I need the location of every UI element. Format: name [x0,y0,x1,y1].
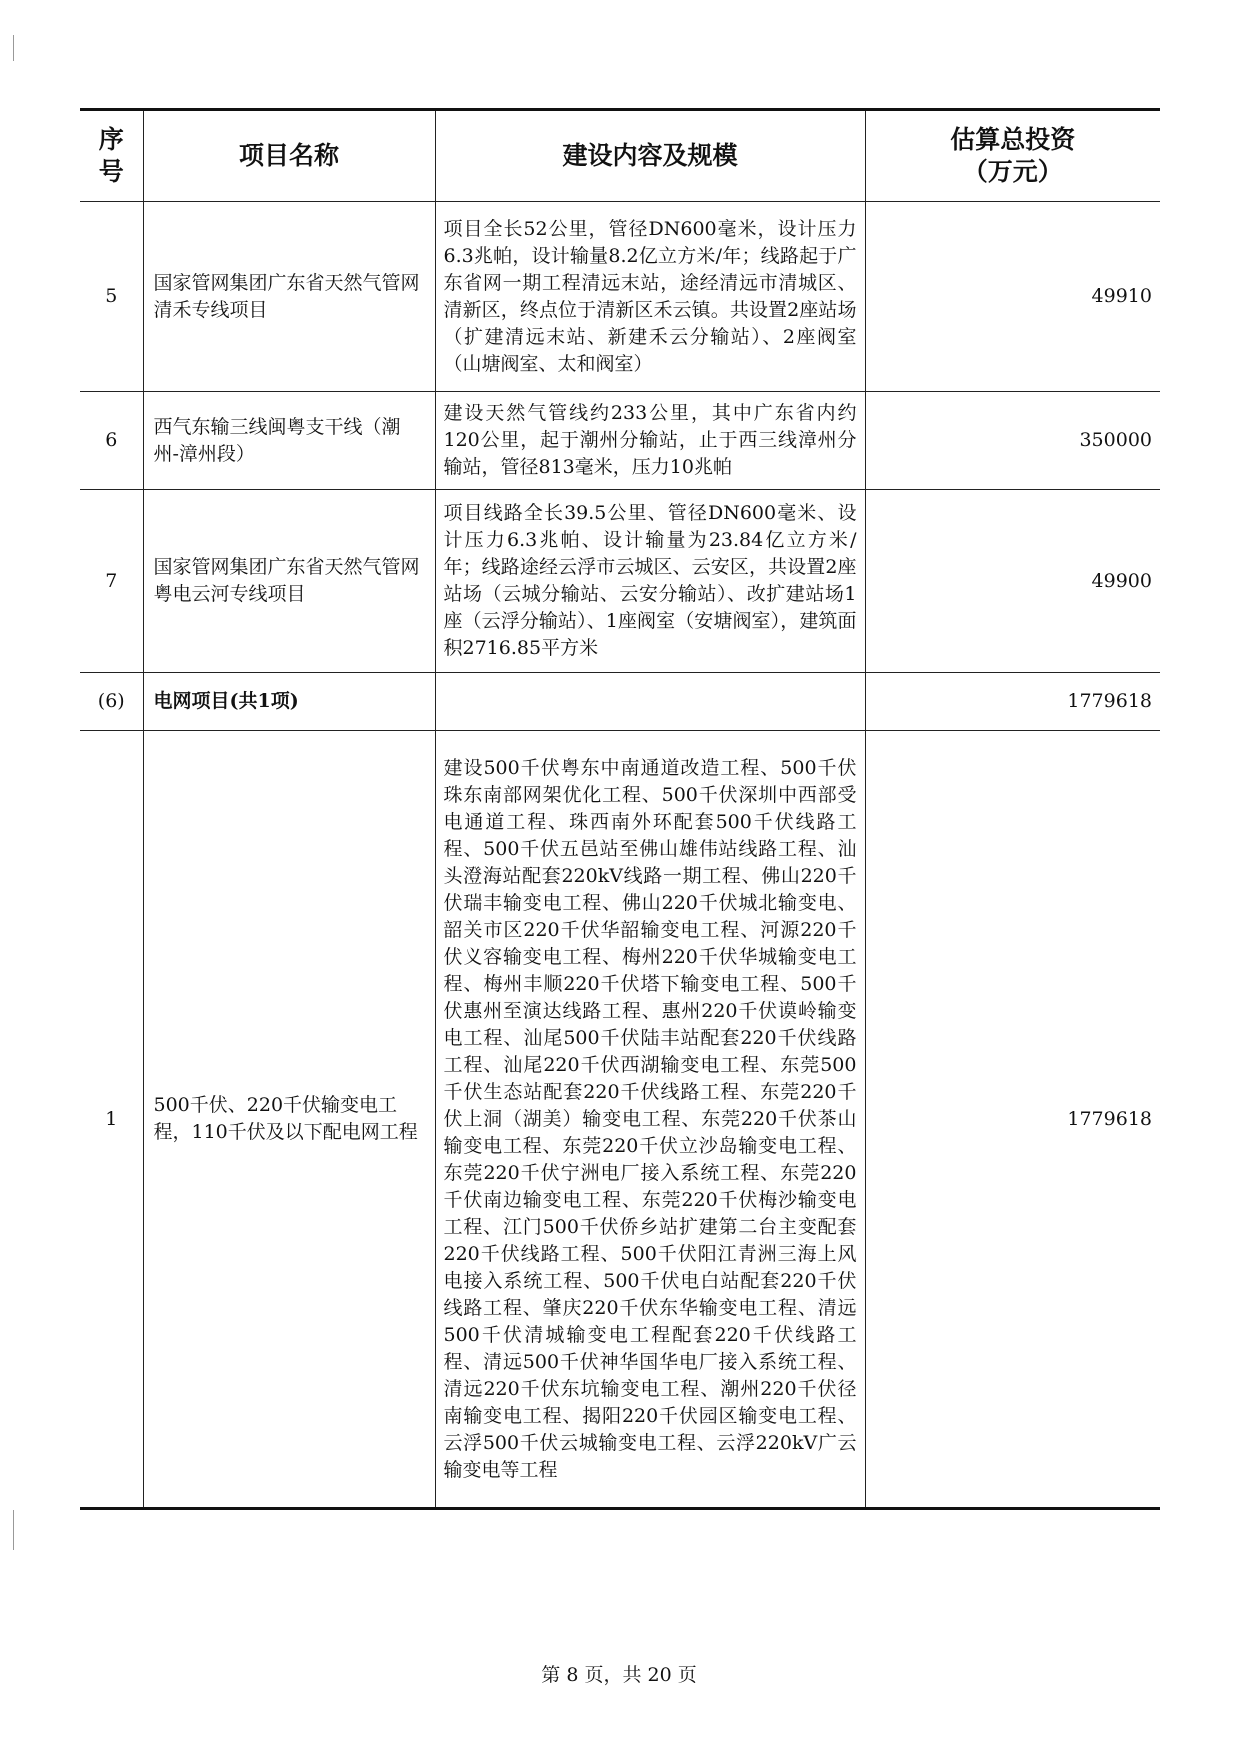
group-row [80,673,1160,731]
row-amount: 350000 [865,392,1160,490]
table-header-row [80,110,1160,202]
row-amount: 49900 [865,490,1160,673]
row-content: 项目线路全长39.5公里、管径DN600毫米、设计压力6.3兆帕、设计输量为23.84亿立方米/年；线路途经云浮市云城区、云安区，共设置2座站场（云城分输站、云安分输站）、改扩建站场1座（云浮分输站）、1座阀室（安塘阀室），建筑面积2716.85平方米 [435,490,865,673]
row-name: 500千伏、220千伏输变电工程，110千伏及以下配电网工程 [143,731,435,1509]
header-name: 项目名称 [143,110,435,202]
table-row [80,202,1160,392]
row-amount: 49910 [865,202,1160,392]
row-content: 建设天然气管线约233公里，其中广东省内约120公里，起于潮州分输站，止于西三线漳州分输站，管径813毫米，压力10兆帕 [435,392,865,490]
row-name: 西气东输三线闽粤支干线（潮州-漳州段） [143,392,435,490]
row-content: 项目全长52公里，管径DN600毫米，设计压力6.3兆帕，设计输量8.2亿立方米/年；线路起于广东省网一期工程清远末站，途经清远市清城区、清新区，终点位于清新区禾云镇。共设置2座站场（扩建清远末站、新建禾云分输站）、2座阀室（山塘阀室、太和阀室） [435,202,865,392]
header-index: 序号 [80,110,143,202]
group-amount: 1779618 [865,673,1160,731]
header-amount: 估算总投资（万元） [865,110,1160,202]
row-index: 6 [80,392,143,490]
group-index: (6) [80,673,143,731]
row-amount: 1779618 [865,731,1160,1509]
row-content: 建设500千伏粤东中南通道改造工程、500千伏珠东南部网架优化工程、500千伏深圳中西部受电通道工程、珠西南外环配套500千伏线路工程、500千伏五邑站至佛山雄伟站线路工程、汕头澄海站配套220kV线路一期工程、佛山220千伏瑞丰输变电工程、佛山220千伏城北输变电、韶关市区220千伏华韶输变电工程、河源220千伏义容输变电工程、梅州220千伏华城输变电工程、梅州丰顺220千伏塔下输变电工程、500千伏惠州至演达线路工程、惠州220千伏谟岭输变电工程、汕尾500千伏陆丰站配套220千伏线路工程、汕尾220千伏西湖输变电工程、东莞500千伏生态站配套220千伏线路工程、东莞220千伏上洞（湖美）输变电工程、东莞220千伏茶山输变电工程、东莞220千伏立沙岛输变电工程、东莞220千伏宁洲电厂接入系统工程、东莞220千伏南边输变电工程、东莞220千伏梅沙输变电工程、江门500千伏侨乡站扩建第二台主变配套220千伏线路工程、500千伏阳江青洲三海上风电接入系统工程、500千伏电白站配套220千伏线路工程、肇庆220千伏东华输变电工程、清远500千伏清城输变电工程配套220千伏线路工程、清远500千伏神华国华电厂接入系统工程、清远220千伏东坑输变电工程、潮州220千伏径南输变电工程、揭阳220千伏园区输变电工程、云浮500千伏云城输变电工程、云浮220kV广云输变电等工程 [435,731,865,1509]
table-row [80,490,1160,673]
margin-mark [13,35,14,61]
group-content [435,673,865,731]
row-index: 5 [80,202,143,392]
row-name: 国家管网集团广东省天然气管网清禾专线项目 [143,202,435,392]
group-name: 电网项目(共1项) [143,673,435,731]
margin-mark [13,1510,14,1550]
table-row [80,392,1160,490]
row-index: 1 [80,731,143,1509]
investment-table [80,108,1160,1510]
page-number: 第 8 页，共 20 页 [541,1664,697,1686]
row-index: 7 [80,490,143,673]
table-row [80,731,1160,1509]
header-content: 建设内容及规模 [435,110,865,202]
row-name: 国家管网集团广东省天然气管网粤电云河专线项目 [143,490,435,673]
